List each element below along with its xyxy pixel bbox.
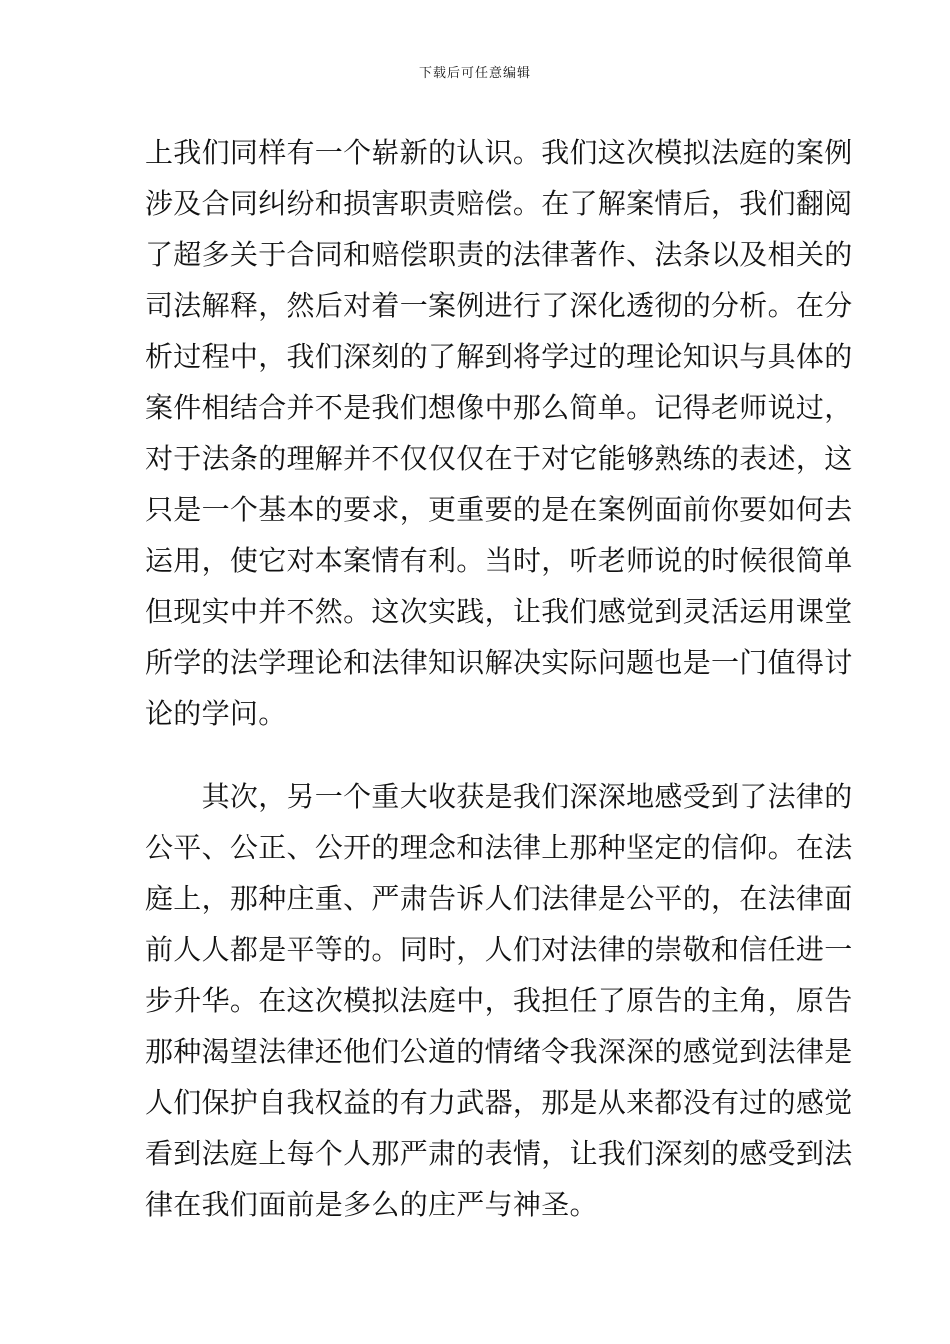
paragraph-1 bbox=[145, 127, 853, 739]
text-line: 了超多关于合同和赔偿职责的法律著作、法条以及相关的 bbox=[145, 238, 853, 271]
paragraph-2 bbox=[145, 771, 853, 1230]
text-line: 人们保护自我权益的有力武器，那是从来都没有过的感觉 bbox=[145, 1086, 853, 1119]
text-line: 对于法条的理解并不仅仅仅在于对它能够熟练的表述，这 bbox=[145, 442, 853, 475]
text-line: 案件相结合并不是我们想像中那么简单。记得老师说过， bbox=[145, 391, 853, 424]
text-line: 看到法庭上每个人那严肃的表情，让我们深刻的感受到法 bbox=[145, 1137, 853, 1170]
text-line: 庭上，那种庄重、严肃告诉人们法律是公平的，在法律面 bbox=[145, 882, 853, 915]
text-line: 步升华。在这次模拟法庭中，我担任了原告的主角，原告 bbox=[145, 984, 853, 1017]
text-line: 论的学问。 bbox=[145, 697, 287, 730]
text-line: 涉及合同纠纷和损害职责赔偿。在了解案情后，我们翻阅 bbox=[145, 187, 853, 220]
text-line: 前人人都是平等的。同时，人们对法律的崇敬和信任进一 bbox=[145, 933, 853, 966]
text-line: 律在我们面前是多么的庄严与神圣。 bbox=[145, 1188, 598, 1221]
text-line: 只是一个基本的要求，更重要的是在案例面前你要如何去 bbox=[145, 493, 853, 526]
text-line: 上我们同样有一个崭新的认识。我们这次模拟法庭的案例 bbox=[145, 136, 853, 169]
text-line: 所学的法学理论和法律知识解决实际问题也是一门值得讨 bbox=[145, 646, 853, 679]
text-line: 运用，使它对本案情有利。当时，听老师说的时候很简单 bbox=[145, 544, 853, 577]
text-line: 其次，另一个重大收获是我们深深地感受到了法律的 bbox=[145, 780, 853, 813]
text-line: 析过程中，我们深刻的了解到将学过的理论知识与具体的 bbox=[145, 340, 853, 373]
text-line: 但现实中并不然。这次实践，让我们感觉到灵活运用课堂 bbox=[145, 595, 853, 628]
text-line: 那种渴望法律还他们公道的情绪令我深深的感觉到法律是 bbox=[145, 1035, 853, 1068]
page-header-note: 下载后可任意编辑 bbox=[418, 66, 531, 81]
text-line: 司法解释，然后对着一案例进行了深化透彻的分析。在分 bbox=[145, 289, 853, 322]
text-line: 公平、公正、公开的理念和法律上那种坚定的信仰。在法 bbox=[145, 831, 853, 864]
